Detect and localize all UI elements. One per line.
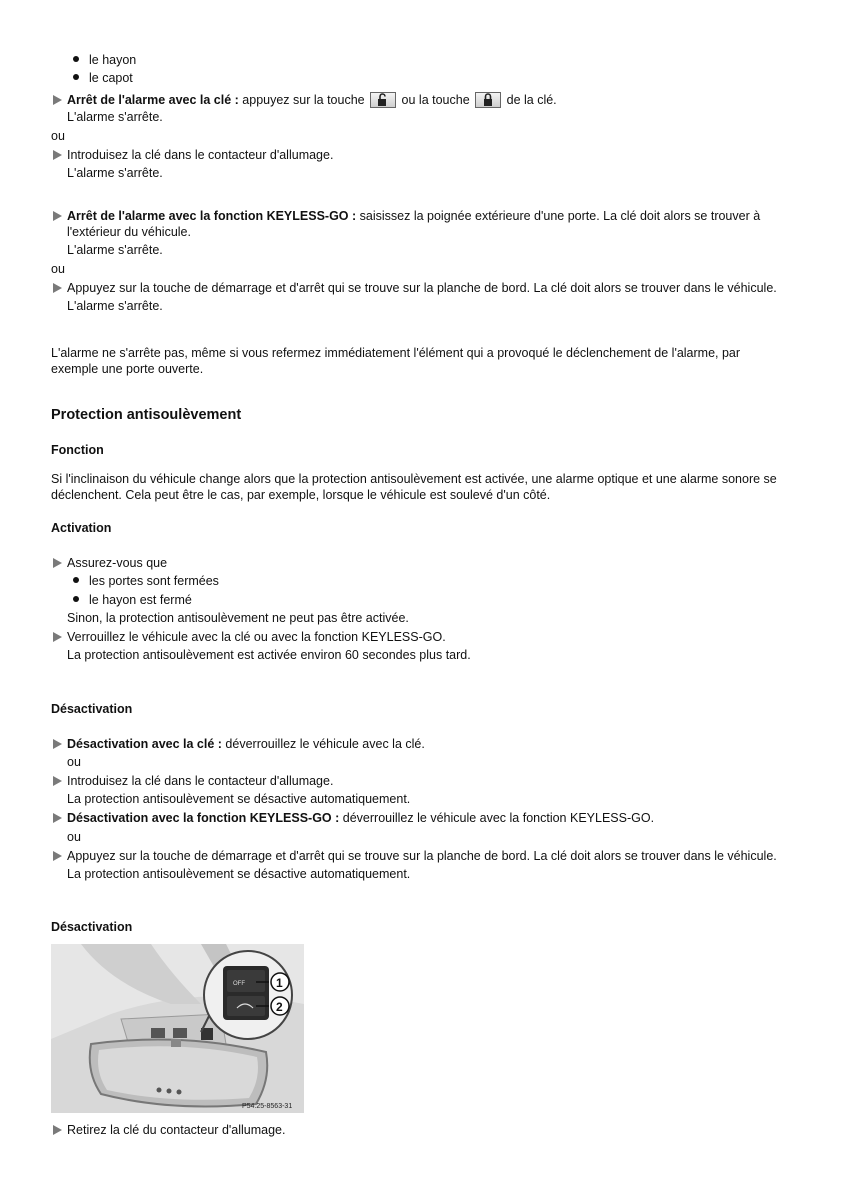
step-arrow-icon xyxy=(53,558,62,568)
step-text: déverrouillez le véhicule avec la clé. xyxy=(221,737,425,751)
step-text: Appuyez sur la touche de démarrage et d'arrêt qui se trouve sur la planche de bord. La clé doit alors se trouver dans le véhicule. xyxy=(67,281,777,295)
step-text: Introduisez la clé dans le contacteur d'allumage. xyxy=(67,774,334,788)
step-arrow-icon xyxy=(53,851,62,861)
step-result: La protection antisoulèvement est activée environ 60 secondes plus tard. xyxy=(67,648,471,662)
lock-key-icon xyxy=(475,92,501,108)
or-text: ou xyxy=(67,830,81,844)
list-item: les portes sont fermées xyxy=(89,574,219,588)
step-text: déverrouillez le véhicule avec la fonction KEYLESS-GO. xyxy=(339,811,655,825)
step-arrow-icon xyxy=(53,813,62,823)
step-alarm-key xyxy=(67,92,557,108)
paragraph-text: Si l'inclinaison du véhicule change alors que la protection antisoulèvement est activée, une alarme optique et une alarme sonore se xyxy=(51,472,777,486)
step-text: appuyez sur la touche xyxy=(238,93,369,107)
section-title: Protection antisoulèvement xyxy=(51,407,242,423)
step-arrow-icon xyxy=(53,283,62,293)
step-text: saisissez la poignée extérieure d'une porte. La clé doit alors se trouver à xyxy=(356,209,761,223)
list-item: le hayon xyxy=(89,53,137,67)
step-arrow-icon xyxy=(53,739,62,749)
paragraph-text: déclenchent. Cela peut être le cas, par exemple, lorsque le véhicule est soulevé d'un côté. xyxy=(51,488,551,502)
or-text: ou xyxy=(67,755,81,769)
list-item: le capot xyxy=(89,71,133,85)
note-text: L'alarme ne s'arrête pas, même si vous refermez immédiatement l'élément qui a provoqué le déclenchement de l'alarme, par xyxy=(51,346,741,360)
bullet-dot xyxy=(73,577,79,583)
step-text: Introduisez la clé dans le contacteur d'allumage. xyxy=(67,148,334,162)
bullet-dot xyxy=(73,596,79,602)
step-deactivation-keyless xyxy=(67,810,654,826)
step-bold-label: Désactivation avec la fonction KEYLESS-GO : xyxy=(67,811,340,825)
bullet-dot xyxy=(73,74,79,80)
step-text: l'extérieur du véhicule. xyxy=(67,225,191,239)
step-text: Assurez-vous que xyxy=(67,556,168,570)
list-item: le hayon est fermé xyxy=(89,593,192,607)
note-text: exemple une porte ouverte. xyxy=(51,362,204,376)
step-text: Retirez la clé du contacteur d'allumage. xyxy=(67,1123,286,1137)
subsection-heading: Désactivation xyxy=(51,920,133,934)
subsection-heading: Désactivation xyxy=(51,702,133,716)
step-bold-label: Arrêt de l'alarme avec la fonction KEYLESS-GO : xyxy=(67,209,357,223)
step-arrow-icon xyxy=(53,776,62,786)
step-arrow-icon xyxy=(53,211,62,221)
callout-2: 2 xyxy=(276,1000,283,1014)
step-arrow-icon xyxy=(53,1125,62,1135)
step-result: La protection antisoulèvement se désactive automatiquement. xyxy=(67,792,411,806)
step-bold-label: Désactivation avec la clé : xyxy=(67,737,222,751)
step-result: Sinon, la protection antisoulèvement ne peut pas être activée. xyxy=(67,611,409,625)
overhead-control-panel-figure xyxy=(51,944,304,1113)
step-result: La protection antisoulèvement se désactive automatiquement. xyxy=(67,867,411,881)
step-arrow-icon xyxy=(53,632,62,642)
step-text: Appuyez sur la touche de démarrage et d'arrêt qui se trouve sur la planche de bord. La clé doit alors se trouver dans le véhicule. xyxy=(67,849,777,863)
step-bold-label: Arrêt de l'alarme avec la clé : xyxy=(67,93,239,107)
or-text: ou xyxy=(51,262,65,276)
callout-1: 1 xyxy=(276,976,283,990)
step-result: L'alarme s'arrête. xyxy=(67,166,163,180)
step-text: ou la touche xyxy=(398,93,474,107)
step-keyless xyxy=(67,208,760,224)
bullet-dot xyxy=(73,56,79,62)
step-arrow-icon xyxy=(53,95,62,105)
unlock-key-icon xyxy=(370,92,396,108)
or-text: ou xyxy=(51,129,65,143)
step-arrow-icon xyxy=(53,150,62,160)
figure-button-label: OFF xyxy=(233,981,245,987)
step-result: L'alarme s'arrête. xyxy=(67,110,163,124)
subsection-heading: Activation xyxy=(51,521,112,535)
step-result: L'alarme s'arrête. xyxy=(67,243,163,257)
step-text: de la clé. xyxy=(503,93,557,107)
figure-reference: P54.25-8563-31 xyxy=(242,1103,293,1110)
step-text: Verrouillez le véhicule avec la clé ou avec la fonction KEYLESS-GO. xyxy=(67,630,446,644)
figure-drawing xyxy=(51,944,304,1113)
subsection-heading: Fonction xyxy=(51,443,104,457)
step-result: L'alarme s'arrête. xyxy=(67,299,163,313)
step-deactivation-key xyxy=(67,736,425,752)
